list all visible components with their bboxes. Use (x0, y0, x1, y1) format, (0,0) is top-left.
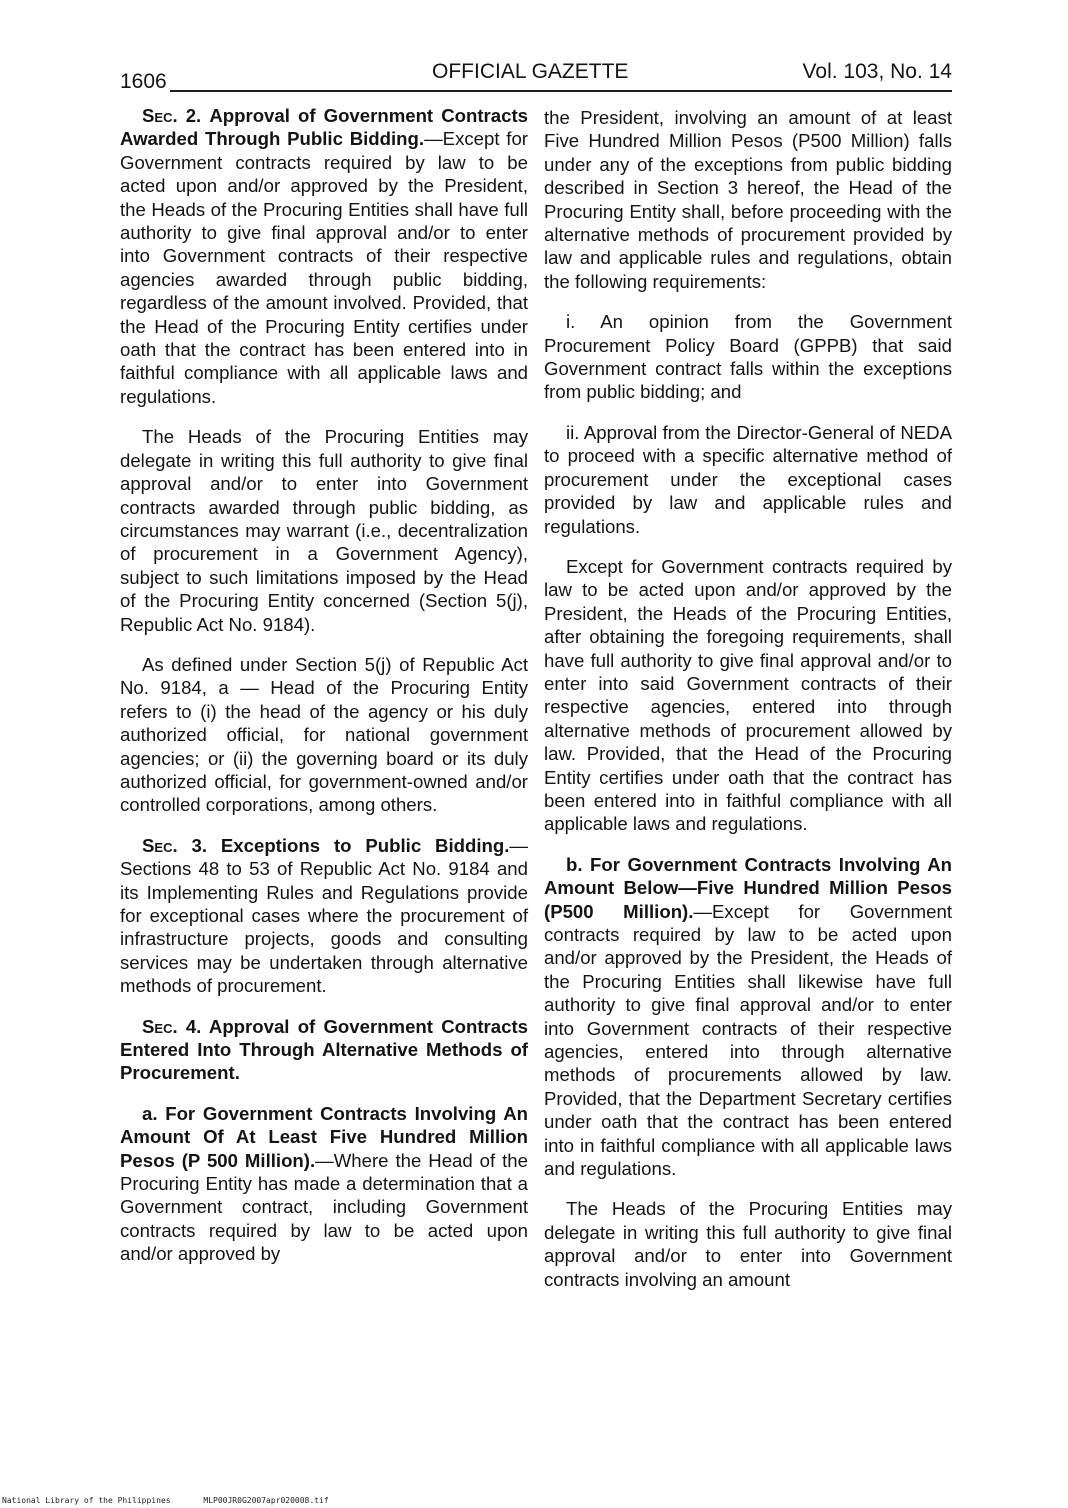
footer-file: MLP00JR0G2007apr020008.tif (203, 1496, 329, 1505)
subsection-a-continued: the President, involving an amount of at least Five Hundred Million Pesos (P500 Million) falls under any of the exceptions from public bidding described in Section 3 hereof, the Head of the Procuring Entity shall, before proceeding with the alternative methods of procurement provided by law and applicable rules and regulations, obtain the following requirements: (544, 107, 952, 292)
section-3-label: Sec. 3. (142, 834, 208, 856)
page-header (120, 60, 952, 94)
subsection-b-body: —Except for Government contracts required by law to be acted upon and/or approved by the President, the Heads of the Procuring Entities shall likewise have full authority to give final approval and/or to enter into Government contracts of their respective agencies, entered into through alternative methods of procurements allowed by law. Provided, that the Department Secretary certifies under oath that the contract has been entered into in faithful compliance with all applicable laws and regulations. (544, 900, 953, 1180)
paragraph-delegate: The Heads of the Procuring Entities may delegate in writing this full authority to give final approval and/or to enter into Government contracts awarded through public bidding, as circumstances may warrant (i.e., decentralization of procurement in a Government Agency), subject to such limitations imposed by the Head of the Procuring Entity concerned (Section 5(j), Republic Act No. 9184). (120, 426, 528, 635)
section-4-label: Sec. 4. (142, 1015, 202, 1037)
right-column (544, 106, 952, 1308)
requirement-ii: ii. Approval from the Director-General of NEDA to proceed with a specific alternative method of procurement under the exceptional cases provided by law and applicable rules and regulations. (544, 421, 952, 537)
footer-library: National Library of the Philippines (2, 1496, 171, 1505)
section-3 (120, 834, 528, 998)
section-3-body: —Sections 48 to 53 of Republic Act No. 9184 and its Implementing Rules and Regulations provide for exceptional cases where the procurement of infrastructure projects, goods and consulting services may be undertaken through alternative methods of procurement. (120, 834, 528, 997)
subsection-a (120, 1102, 528, 1266)
subsection-b-title: b. For Government Contracts Involving An Amount Below—Five Hundred Million Pesos (P500 Million). (544, 853, 952, 922)
scan-footer (2, 1496, 357, 1505)
subsection-a-body: —Where the Head of the Procuring Entity has made a determination that a Government contract, including Government contracts required by law to be acted upon and/or approved by (120, 1149, 528, 1265)
paragraph-except: Except for Government contracts required by law to be acted upon and/or approved by the President, the Heads of the Procuring Entities, after obtaining the foregoing requirements, shall have full authority to give final approval and/or to enter into said Government contracts of their respective agencies, entered into through alternative methods of procurement allowed by law. Provided, that the Head of the Procuring Entity certifies under oath that the contract has been entered into in faithful compliance with all applicable laws and regulations. (544, 555, 952, 835)
subsection-a-title: a. For Government Contracts Involving An Amount Of At Least Five Hundred Million Pesos (P 500 Million). (120, 1102, 528, 1171)
section-2 (120, 104, 528, 408)
paragraph-delegate-2: The Heads of the Procuring Entities may delegate in writing this full authority to give final approval and/or to enter into Government contracts involving an amount (544, 1198, 952, 1290)
volume-number: Vol. 103, No. 14 (802, 60, 952, 83)
section-4-heading (120, 1015, 528, 1085)
paragraph-definition: As defined under Section 5(j) of Republic Act No. 9184, a — Head of the Procuring Entity refers to (i) the head of the agency or his duly authorized official, for national government agencies; or (ii) the governing board or its duly authorized official, for government-owned and/or controlled corporations, among others. (120, 653, 528, 816)
page-number: 1606 (120, 70, 167, 93)
section-2-body: —Except for Government contracts required by law to be acted upon and/or approved by the President, the Heads of the Procuring Entities shall have full authority to give final approval and/or to enter into Government contracts of their respective agencies awarded through public bidding, regardless of the amount involved. Provided, that the Head of the Procuring Entity certifies under oath that the contract has been entered into in faithful compliance with all applicable laws and regulations. (120, 128, 528, 407)
section-2-title: Approval of Government Contracts Awarded Through Public Bidding. (120, 105, 528, 150)
subsection-b (544, 853, 952, 1181)
requirement-i: i. An opinion from the Government Procurement Policy Board (GPPB) that said Government contract falls within the exceptions from public bidding; and (544, 311, 952, 403)
section-4-title: Approval of Government Contracts Entered Into Through Alternative Methods of Procurement. (120, 1015, 528, 1084)
header-rule (170, 90, 952, 92)
section-2-label: Sec. 2. (142, 105, 202, 126)
publication-title: OFFICIAL GAZETTE (432, 60, 629, 83)
left-column (120, 104, 528, 1283)
section-3-title: Exceptions to Public Bidding. (220, 834, 510, 856)
